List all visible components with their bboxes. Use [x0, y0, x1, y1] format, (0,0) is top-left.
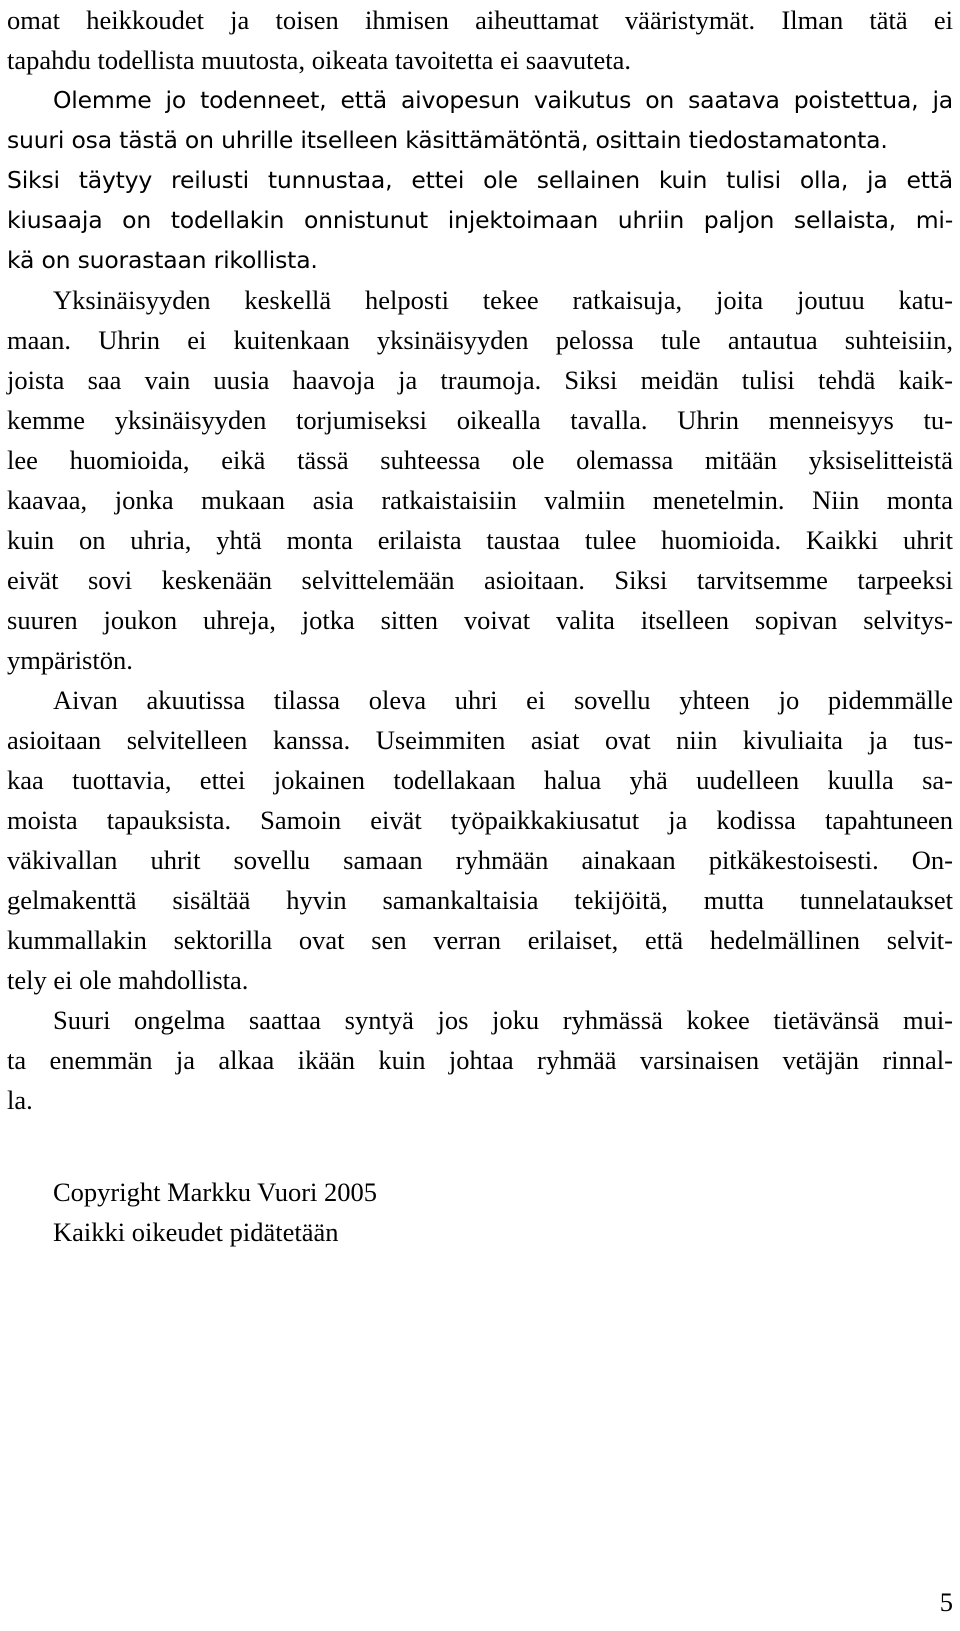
text-line: väkivallan uhrit sovellu samaan ryhmään ainakaan pitkäkestoisesti. On-	[7, 845, 953, 875]
text-line: ympäristön.	[7, 645, 133, 675]
text-line: suuri osa tästä on uhrille itselleen käsittämätöntä, osittain tiedostamatonta.	[7, 126, 888, 154]
text-line: la.	[7, 1085, 33, 1115]
copyright-notice: Copyright Markku Vuori 2005	[53, 1177, 378, 1207]
paragraph-p4	[7, 280, 953, 680]
text-line: kaavaa, jonka mukaan asia ratkaistaisiin valmiin menetelmin. Niin monta	[7, 485, 953, 515]
copyright-block	[7, 1172, 953, 1252]
text-line: Yksinäisyyden keskellä helposti tekee ratkaisuja, joita joutuu katu-	[53, 285, 953, 315]
text-line: kemme yksinäisyyden torjumiseksi oikealla tavalla. Uhrin menneisyys tu-	[7, 405, 953, 435]
text-line: eivät sovi keskenään selvittelemään asioitaan. Siksi tarvitsemme tarpeeksi	[7, 565, 953, 595]
rights-reserved: Kaikki oikeudet pidätetään	[53, 1217, 339, 1247]
text-line: kuin on uhria, yhtä monta erilaista taustaa tulee huomioida. Kaikki uhrit	[7, 525, 953, 555]
text-line: kummallakin sektorilla ovat sen verran erilaiset, että hedelmällinen selvit-	[7, 925, 953, 955]
text-line: Suuri ongelma saattaa syntyä jos joku ryhmässä kokee tietävänsä mui-	[53, 1005, 953, 1035]
text-line: Olemme jo todenneet, että aivopesun vaikutus on saatava poistettua, ja	[53, 86, 953, 114]
text-line: lee huomioida, eikä tässä suhteessa ole olemassa mitään yksiselitteistä	[7, 445, 953, 475]
document-page	[7, 0, 953, 1252]
paragraph-p3	[7, 160, 953, 280]
paragraph-p6	[7, 1000, 953, 1120]
text-line: kaa tuottavia, ettei jokainen todellakaan halua yhä uudelleen kuulla sa-	[7, 765, 953, 795]
text-line: suuren joukon uhreja, jotka sitten voivat valita itselleen sopivan selvitys-	[7, 605, 953, 635]
text-line: Siksi täytyy reilusti tunnustaa, ettei ole sellainen kuin tulisi olla, ja että	[7, 166, 953, 194]
text-line: moista tapauksista. Samoin eivät työpaikkakiusatut ja kodissa tapahtuneen	[7, 805, 953, 835]
paragraph-p5	[7, 680, 953, 1000]
text-line: asioitaan selvitelleen kanssa. Useimmiten asiat ovat niin kivuliaita ja tus-	[7, 725, 953, 755]
paragraph-p1	[7, 0, 953, 80]
text-line: maan. Uhrin ei kuitenkaan yksinäisyyden pelossa tule antautua suhteisiin,	[7, 325, 953, 355]
text-line: gelmakenttä sisältää hyvin samankaltaisia tekijöitä, mutta tunnelataukset	[7, 885, 953, 915]
body-text	[7, 0, 953, 1120]
paragraph-p2	[7, 80, 953, 160]
text-line: kiusaaja on todellakin onnistunut injektoimaan uhriin paljon sellaista, mi-	[7, 206, 953, 234]
text-line: Aivan akuutissa tilassa oleva uhri ei sovellu yhteen jo pidemmälle	[53, 685, 953, 715]
text-line: omat heikkoudet ja toisen ihmisen aiheuttamat vääristymät. Ilman tätä ei	[7, 5, 953, 35]
text-line: joista saa vain uusia haavoja ja traumoja. Siksi meidän tulisi tehdä kaik-	[7, 365, 953, 395]
text-line: tapahdu todellista muutosta, oikeata tavoitetta ei saavuteta.	[7, 45, 632, 75]
page-number: 5	[939, 1587, 953, 1617]
text-line: ta enemmän ja alkaa ikään kuin johtaa ryhmää varsinaisen vetäjän rinnal-	[7, 1045, 953, 1075]
spacer	[7, 1120, 953, 1172]
text-line: kä on suorastaan rikollista.	[7, 246, 318, 274]
text-line: tely ei ole mahdollista.	[7, 965, 249, 995]
